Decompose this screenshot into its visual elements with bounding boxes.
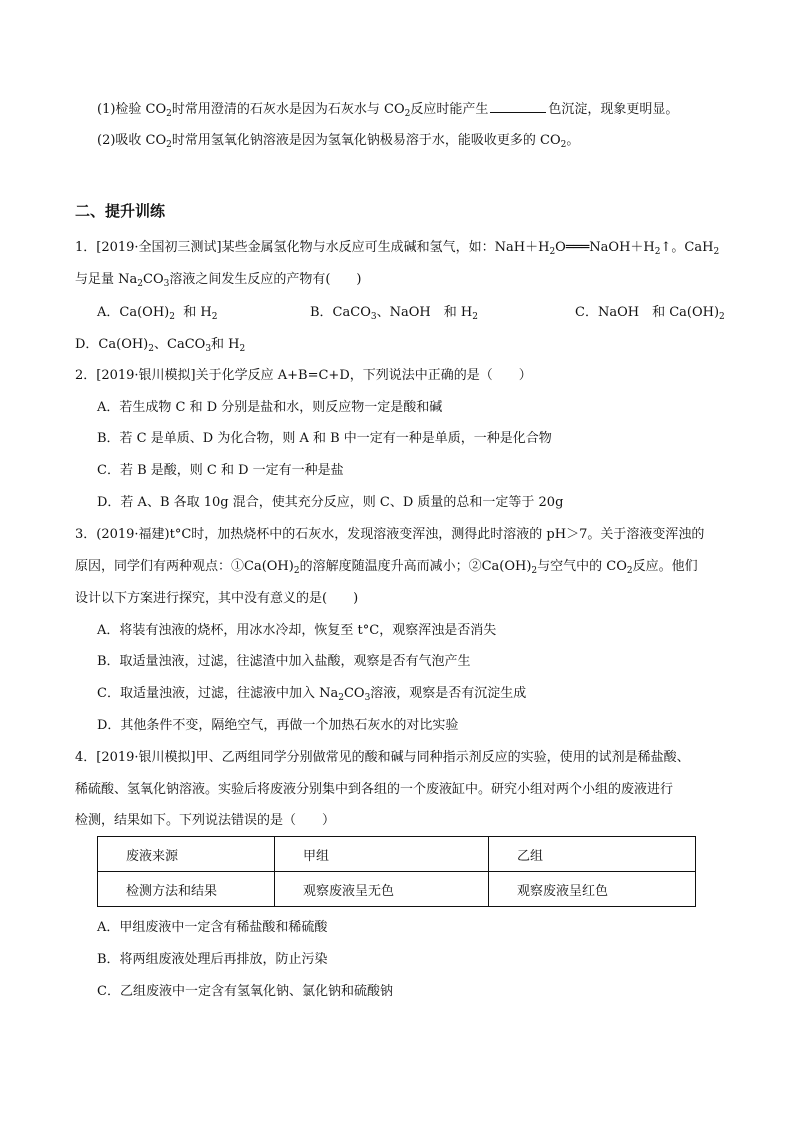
note-2-text: 。 xyxy=(566,133,580,148)
subscript: 2 xyxy=(211,312,218,322)
subscript: 3 xyxy=(205,344,212,354)
table-cell: 检测方法和结果 xyxy=(98,872,275,907)
subscript: 2 xyxy=(549,247,556,257)
option-text: B．CaCO xyxy=(310,305,371,320)
note-1-text: 时常用澄清的石灰水是因为石灰水与 CO xyxy=(171,102,405,117)
q1-text: CO xyxy=(143,272,164,287)
table-cell: 观察废液呈红色 xyxy=(489,872,696,907)
table-row xyxy=(98,872,696,907)
option-text: D．Ca(OH) xyxy=(75,337,149,352)
q1-text: 溶液之间发生反应的产物有( ) xyxy=(169,272,362,287)
q3-option-d[interactable]: D．其他条件不变，隔绝空气，再做一个加热石灰水的对比实验 xyxy=(97,718,459,733)
subscript: 2 xyxy=(148,344,154,354)
q1-text: 1．[2019·全国初三测试]某些金属氢化物与水反应可生成碱和氢气，如：NaH＋H xyxy=(75,240,550,255)
q1-option-a[interactable] xyxy=(97,303,217,323)
option-text: C．取适量浊液，过滤，往滤液中加入 Na xyxy=(97,686,339,701)
q3-text: 原因，同学们有两种观点：①Ca(OH) xyxy=(75,559,294,574)
table-cell: 观察废液呈无色 xyxy=(275,872,489,907)
option-text: A．Ca(OH) xyxy=(97,305,170,320)
q1-text: 与足量 Na xyxy=(75,272,138,287)
option-text: C．NaOH 和 Ca(OH) xyxy=(575,305,720,320)
subscript: 2 xyxy=(293,566,300,576)
q3-option-a[interactable]: A．将装有浊液的烧杯，用冰水冷却，恢复至 t°C，观察浑浊是否消失 xyxy=(97,623,497,638)
option-text: 和 H xyxy=(211,337,240,352)
q3-text: 的溶解度随温度升高而减小；②Ca(OH) xyxy=(299,559,532,574)
section-title: 二、提升训练 xyxy=(75,202,166,220)
q1-text: ↑。CaH xyxy=(660,240,714,255)
q4-stem-line-2: 稀硫酸、氢氧化钠溶液。实验后将废液分别集中到各组的一个废液缸中。研究小组对两个小组的废液进行 xyxy=(75,782,674,797)
q3-stem-line-3: 设计以下方案进行探究，其中没有意义的是( ) xyxy=(75,591,359,606)
subscript: 2 xyxy=(560,140,567,150)
q2-option-d[interactable]: D．若 A、B 各取 10g 混合，使其充分反应，则 C、D 质量的总和一定等于 20g xyxy=(97,495,564,510)
q1-option-b[interactable] xyxy=(310,303,478,323)
subscript: 2 xyxy=(404,109,411,119)
note-1 xyxy=(97,99,678,120)
note-2-text: (2)吸收 CO xyxy=(97,133,167,148)
q1-stem-line-2 xyxy=(75,270,362,290)
q2-option-c[interactable]: C．若 B 是酸，则 C 和 D 一定有一种是盐 xyxy=(97,463,344,478)
q1-text: O═══NaOH＋H xyxy=(555,240,655,255)
q2-stem: 2．[2019·银川模拟]关于化学反应 A+B=C+D，下列说法中正确的是（ ） xyxy=(75,368,532,383)
subscript: 3 xyxy=(163,279,170,289)
q4-option-a[interactable]: A．甲组废液中一定含有稀盐酸和稀硫酸 xyxy=(97,920,328,935)
table-cell: 废液来源 xyxy=(98,837,275,872)
q3-option-b[interactable]: B．取适量浊液，过滤，往滤渣中加入盐酸，观察是否有气泡产生 xyxy=(97,654,471,669)
q1-option-c[interactable] xyxy=(575,303,725,323)
q3-text: 反应。他们 xyxy=(632,559,698,574)
subscript: 2 xyxy=(137,279,143,289)
waste-liquid-table xyxy=(97,836,696,907)
subscript: 2 xyxy=(169,312,175,322)
subscript: 2 xyxy=(472,312,478,322)
q2-option-a[interactable]: A．若生成物 C 和 D 分别是盐和水，则反应物一定是酸和碱 xyxy=(97,400,443,415)
subscript: 2 xyxy=(531,566,538,576)
note-1-text: (1)检验 CO xyxy=(97,102,167,117)
option-text: 和 H xyxy=(183,305,212,320)
q3-stem-line-1: 3．(2019·福建)t°C时，加热烧杯中的石灰水，发现溶液变浑浊，测得此时溶液的 pH＞7。关于溶液变浑浊的 xyxy=(75,527,705,542)
option-text: 、NaOH 和 H xyxy=(376,305,473,320)
subscript: 3 xyxy=(370,312,377,322)
table-cell: 乙组 xyxy=(489,837,696,872)
option-text: 、CaCO xyxy=(154,337,206,352)
q1-stem-line-1 xyxy=(75,238,719,258)
option-text: CO xyxy=(343,686,365,701)
q4-stem-line-1: 4．[2019·银川模拟]甲、乙两组同学分别做常见的酸和碱与同种指示剂反应的实验，使用的试剂是稀盐酸、 xyxy=(75,750,690,765)
q3-stem-line-2 xyxy=(75,557,698,577)
note-1-text: 反应时能产生 xyxy=(410,102,489,117)
subscript: 2 xyxy=(719,312,725,322)
subscript: 2 xyxy=(166,140,172,150)
table-cell: 甲组 xyxy=(275,837,489,872)
note-2 xyxy=(97,131,579,151)
subscript: 2 xyxy=(166,109,172,119)
q4-stem-line-3: 检测，结果如下。下列说法错误的是（ ） xyxy=(75,813,336,828)
option-text: 溶液，观察是否有沉淀生成 xyxy=(370,686,527,701)
q4-option-b[interactable]: B．将两组废液处理后再排放，防止污染 xyxy=(97,952,328,967)
q3-option-c[interactable] xyxy=(97,684,526,704)
note-2-text: 时常用氢氧化钠溶液是因为氢氧化钠极易溶于水，能吸收更多的 CO xyxy=(171,133,561,148)
answer-blank[interactable] xyxy=(490,99,546,113)
subscript: 2 xyxy=(713,247,720,257)
subscript: 2 xyxy=(338,693,344,703)
note-1-text: 色沉淀，现象更明显。 xyxy=(548,102,679,117)
subscript: 2 xyxy=(239,344,246,354)
q1-option-d[interactable] xyxy=(75,335,245,355)
subscript: 2 xyxy=(626,566,633,576)
subscript: 2 xyxy=(654,247,661,257)
table-row xyxy=(98,837,696,872)
q3-text: 与空气中的 CO xyxy=(537,559,627,574)
q4-option-c[interactable]: C．乙组废液中一定含有氢氧化钠、氯化钠和硫酸钠 xyxy=(97,984,393,999)
q2-option-b[interactable]: B．若 C 是单质、D 为化合物，则 A 和 B 中一定有一种是单质，一种是化合物 xyxy=(97,431,552,446)
subscript: 3 xyxy=(364,693,371,703)
